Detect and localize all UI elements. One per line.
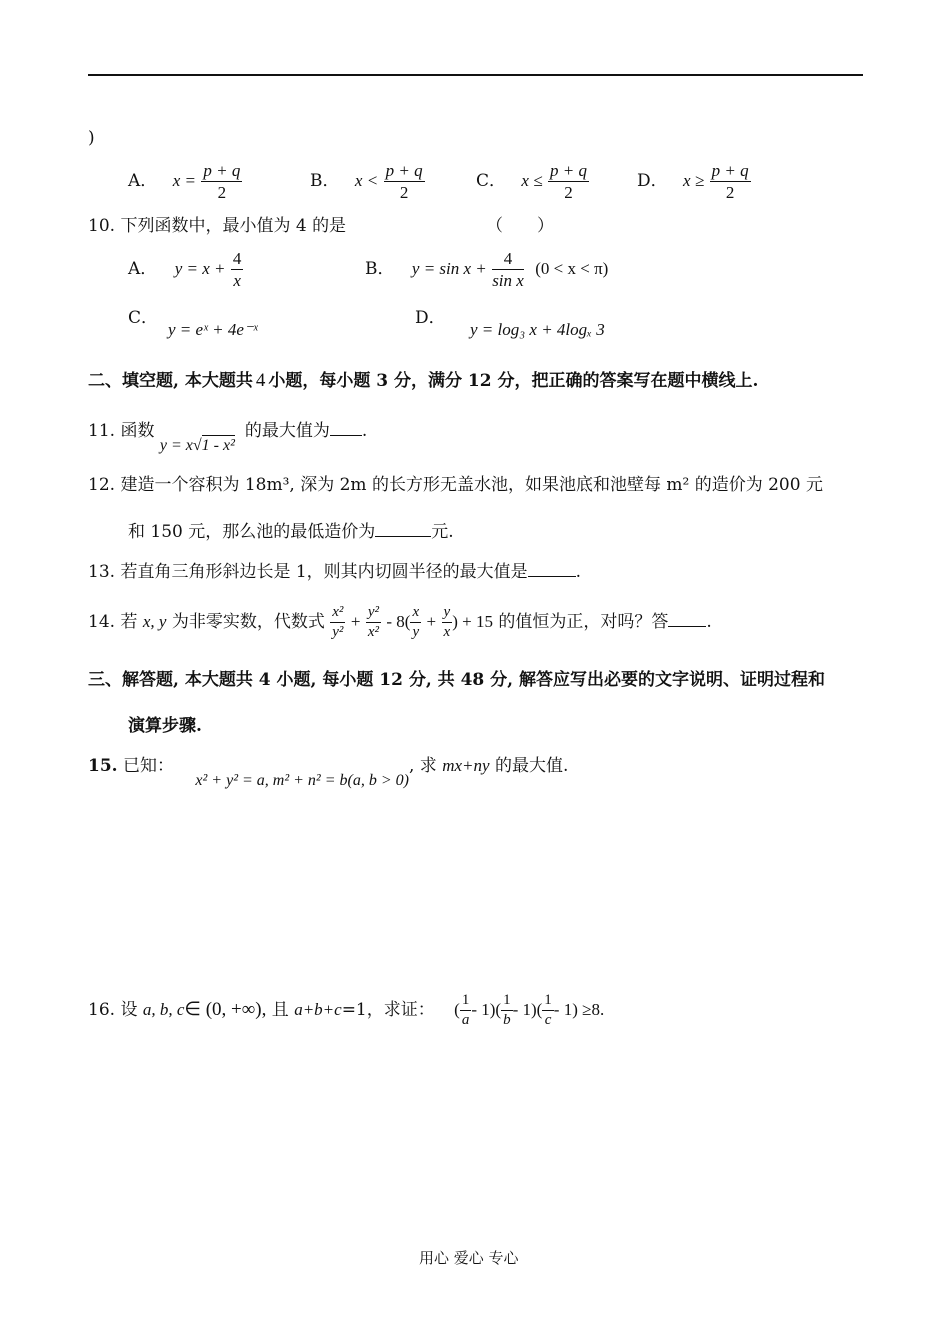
- question-11: 11. 函数 y = x√1 - x² 的最大值为 .: [88, 421, 368, 454]
- section-3-heading: 三、解答题, 本大题共 4 小题, 每小题 12 分, 共 48 分, 解答应写出必要的文字说明、证明过程和: [88, 670, 826, 690]
- question-13: 13. 若直角三角形斜边长是 1，则其内切圆半径的最大值是 .: [88, 562, 582, 582]
- q10-option-d: D．: [415, 308, 446, 328]
- q10-option-a: A． y = x + $\frac{4}{x}$: [128, 249, 242, 290]
- q10-option-c: C．: [128, 308, 159, 328]
- q12-line-2: 和 150 元，那么池的最低造价为 元.: [128, 522, 454, 542]
- q10-option-c-expr: y = eˣ + 4e⁻ˣ: [168, 320, 258, 339]
- q10-option-b: B． y = sin x + $\frac{4}{\text{sin x}}$ (0 < x < π): [365, 249, 609, 290]
- question-15: 15. 已知： x² + y² = a, m² + n² = b(a, b > 0), 求 mx+ny 的最大值.: [88, 756, 569, 789]
- question-16: 16. 设 a, b, c∈ (0, +∞), 且 a+b+c=1，求证： ( $\frac{1}{a}$ - 1)( $\frac{1}{b}$ - 1)( $\frac{1}{c}$ - 1) ≥8.: [88, 992, 605, 1028]
- question-14: 14. 若 x, y 为非零实数，代数式 $\frac{\text{x²}}{\text{y²}}$ + $\frac{\text{y²}}{\text{x²}}$ - 8( $\frac{x}{y}$ + $\frac{y}{x}$ ) + 15 的值恒为正，对吗？答 .: [88, 604, 712, 640]
- q9-option-b: B． x < $\frac{p + q}{2}$: [310, 161, 423, 202]
- q9-option-c: C． x ≤ $\frac{p + q}{2}$: [476, 161, 587, 202]
- q10-answer-paren: （ ）: [486, 216, 554, 236]
- q9-option-d: D． x ≥ $\frac{p + q}{2}$: [637, 161, 749, 202]
- q12-answer-blank: [375, 520, 431, 537]
- header-rule: [88, 74, 863, 76]
- q10-option-d-expr: y = log₃ x + 4logₓ 3: [470, 320, 605, 339]
- section-2-heading: 二、填空题, 本大题共 4 小题，每小题 3 分，满分 12 分，把正确的答案写在题中横线上.: [88, 370, 759, 391]
- page-footer: 用心 爱心 专心: [419, 1249, 519, 1267]
- q9-option-a: A． x = $\frac{p + q}{2}$: [128, 161, 241, 202]
- q14-answer-blank: [668, 610, 706, 627]
- q9-closing-paren: ): [88, 128, 95, 148]
- q13-answer-blank: [528, 560, 576, 577]
- q12-line-1: 12. 建造一个容积为 18m³, 深为 2m 的长方形无盖水池，如果池底和池壁每 m² 的造价为 200 元: [88, 475, 823, 495]
- q10-stem: 10. 下列函数中，最小值为 4 的是: [88, 216, 347, 236]
- section-3-heading-line-2: 演算步骤.: [128, 716, 202, 736]
- q11-answer-blank: [330, 419, 362, 436]
